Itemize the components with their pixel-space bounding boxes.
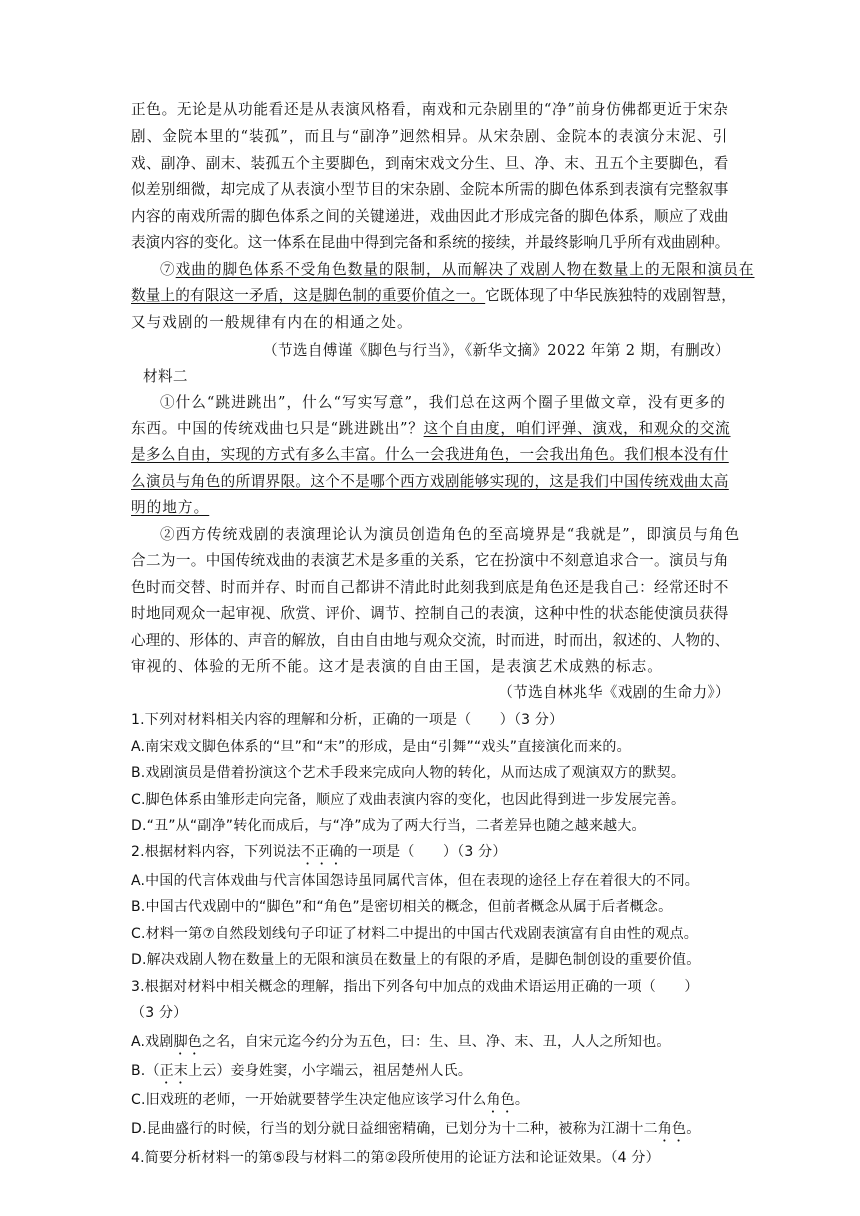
m2-para1-underlined: 么演员与角色的所谓界限。这个不是哪个西方戏剧能够实现的，这是我们中国传统戏曲太高 xyxy=(131,473,729,490)
q3-text: 。 xyxy=(686,1121,701,1137)
m2-para1-line2 xyxy=(131,418,731,440)
q3-text: B.（ xyxy=(131,1063,160,1079)
question-4-stem: 4.简要分析材料一的第⑤段与材料二的第②段所使用的论证方法和论证效果。（4 分） xyxy=(131,1150,660,1166)
question-1-stem: 1.下列对材料相关内容的理解和分析，正确的一项是（ ）（3 分） xyxy=(131,712,564,728)
q2-dotted-word: 不正确 xyxy=(300,844,344,860)
q2-stem-text: 的一项是（ ）（3 分） xyxy=(343,844,507,860)
m1-source: （节选自傅谨《脚色与行当》，《新华文摘》2022 年第 2 期，有删改） xyxy=(263,342,730,359)
m1-para7-line3: 又与戏剧的一般规律有内在的相通之处。 xyxy=(131,314,413,331)
q3-text: A.戏剧 xyxy=(131,1034,174,1050)
m2-para1-line1: ①什么“跳进跳出”，什么“写实写意”，我们总在这两个圈子里做文章，没有更多的 xyxy=(160,394,726,411)
m2-para2-line: ②西方传统戏剧的表演理论认为演员创造角色的至高境界是“我就是”，即演员与角色 xyxy=(160,526,741,543)
m2-para2-line: 心理的、形体的、声音的解放，自由自由地与观众交流，时而进，时而出，叙述的、人物的、 xyxy=(131,632,730,649)
question-2-stem xyxy=(131,841,731,868)
q3-text: D.昆曲盛行的时候，行当的划分就日益细密精确，已划分为十二种，被称为江湖十二 xyxy=(131,1121,658,1137)
q3-dotted-term: 正末 xyxy=(159,1063,189,1079)
m1-text-line: 内容的南戏所需的脚色体系之间的关键递进，戏曲因此才形成完备的脚色体系，顺应了戏曲 xyxy=(131,208,729,225)
q3-dotted-term: 脚色 xyxy=(173,1034,202,1050)
para7-marker: ⑦ xyxy=(160,261,176,278)
m2-para1-underlined: 是多么自由，实现的方式有多么丰富。什么一会我进角色，一会我出角色。我们根本没有什 xyxy=(131,446,729,463)
m2-para2-line: 合二为一。中国传统戏曲的表演艺术是多重的关系，它在扮演中不刻意追求合一。演员与角 xyxy=(131,552,729,569)
q3-dotted-term: 角色 xyxy=(486,1092,515,1108)
q2-option-a: A.中国的代言体戏曲与代言体国怨诗虽同属代言体，但在表现的途径上存在着很大的不同。 xyxy=(131,873,699,889)
m2-para1-text: 东西。中国的传统戏曲乜只是“跳进跳出”？ xyxy=(131,420,424,437)
q3-option-b xyxy=(131,1060,731,1087)
q2-option-c: C.材料一第⑦自然段划线句子印证了材料二中提出的中国古代戏剧表演富有自由性的观点。 xyxy=(131,926,698,942)
question-3-stem: 3.根据对材料中相关概念的理解，指出下列各句中加点的戏曲术语运用正确的一项（ ） xyxy=(131,979,699,995)
q3-option-c xyxy=(131,1089,731,1116)
q3-option-d xyxy=(131,1118,731,1145)
para7-underlined-text: 戏曲的脚色体系不受角色数量的限制，从而解决了戏剧人物在数量上的无限和演员在 xyxy=(175,261,755,278)
q1-option-b: B.戏剧演员是借着扮演这个艺术手段来完成向人物的转化，从而达成了观演双方的默契。 xyxy=(131,765,686,781)
q2-option-d: D.解决戏剧人物在数量上的无限和演员在数量上的有限的矛盾，是脚色制创设的重要价值。 xyxy=(131,952,701,968)
m1-text-line: 正色。无论是从功能看还是从表演风格看，南戏和元杂剧里的“净”前身仿佛都更近于宋杂 xyxy=(131,101,729,118)
m2-heading: 材料二 xyxy=(143,368,188,385)
para7-underlined-text: 数量上的有限这一矛盾，这是脚色制的重要价值之一。 xyxy=(131,287,486,304)
m2-para1-line5 xyxy=(131,497,731,519)
question-3-score: （3 分） xyxy=(131,1005,188,1021)
m2-para2-line: 审视的、体验的无所不能。这才是表演的自由王国，是表演艺术成熟的标志。 xyxy=(131,658,663,675)
m1-para7-line2 xyxy=(131,285,737,307)
q3-text: 。 xyxy=(514,1092,530,1108)
q3-dotted-term: 角色 xyxy=(657,1121,687,1137)
m1-text-line: 似差别细微，却完成了从表演小型节目的宋杂剧、金院本所需的脚色体系到表演有完整叙事 xyxy=(131,181,729,198)
m1-para7-line1 xyxy=(160,259,760,281)
m2-para2-line: 色时而交替、时而并存、时而自己都讲不清此时此刻我到底是角色还是我自己：经常还时不 xyxy=(131,579,729,596)
m1-text-line: 戏、副净、副末、装孤五个主要脚色，到南宋戏文分生、旦、净、末、丑五个主要脚色，看 xyxy=(131,155,729,172)
q2-option-b: B.中国古代戏剧中的“脚色”和“角色”是密切相关的概念，但前者概念从属于后者概念。 xyxy=(131,899,673,915)
q3-text: 之名，自宋元迄今约分为五色，曰：生、旦、净、末、丑，人人之所知也。 xyxy=(202,1034,671,1050)
q2-stem-text: 2.根据材料内容，下列说法 xyxy=(131,844,301,860)
m2-para1-underlined: 明的地方。 xyxy=(131,499,210,516)
q1-option-a: A.南宋戏文脚色体系的“旦”和“末”的形成，是由“引舞”“戏头”直接演化而来的。 xyxy=(131,739,631,755)
m2-para1-line4 xyxy=(131,471,731,493)
m2-para2-line: 时地同观众一起审视、欣赏、评价、调节、控制自己的表演，这种中性的状态能使演员获得 xyxy=(131,605,729,622)
para7-text: 它既体现了中华民族独特的戏剧智慧， xyxy=(485,287,737,304)
m2-para1-underlined: 这个自由度，咱们评弹、演戏，和观众的交流 xyxy=(423,420,731,437)
m1-text-line: 表演内容的变化。这一体系在昆曲中得到完备和系统的接续，并最终影响几乎所有戏曲剧种。 xyxy=(131,234,730,251)
m2-para1-line3 xyxy=(131,444,731,466)
q1-option-c: C.脚色体系由雏形走向完备，顺应了戏曲表演内容的变化，也因此得到进一步发展完善。 xyxy=(131,792,686,808)
m1-text-line: 剧、金院本里的“装孤”，而且与“副净”迥然相异。从宋杂剧、金院本的表演分末泥、引 xyxy=(131,128,729,145)
q3-text: C.旧戏班的老师，一开始就要替学生决定他应该学习什么 xyxy=(131,1092,487,1108)
q1-option-d: D.“丑”从“副净”转化而成后，与“净”成为了两大行当，二者差异也随之越来越大。 xyxy=(131,818,646,834)
q3-text: 上云）妾身姓窦，小字端云，祖居楚州人氏。 xyxy=(188,1063,473,1079)
m2-source: （节选自林兆华《戏剧的生命力》） xyxy=(498,684,730,701)
q3-option-a xyxy=(131,1031,731,1058)
